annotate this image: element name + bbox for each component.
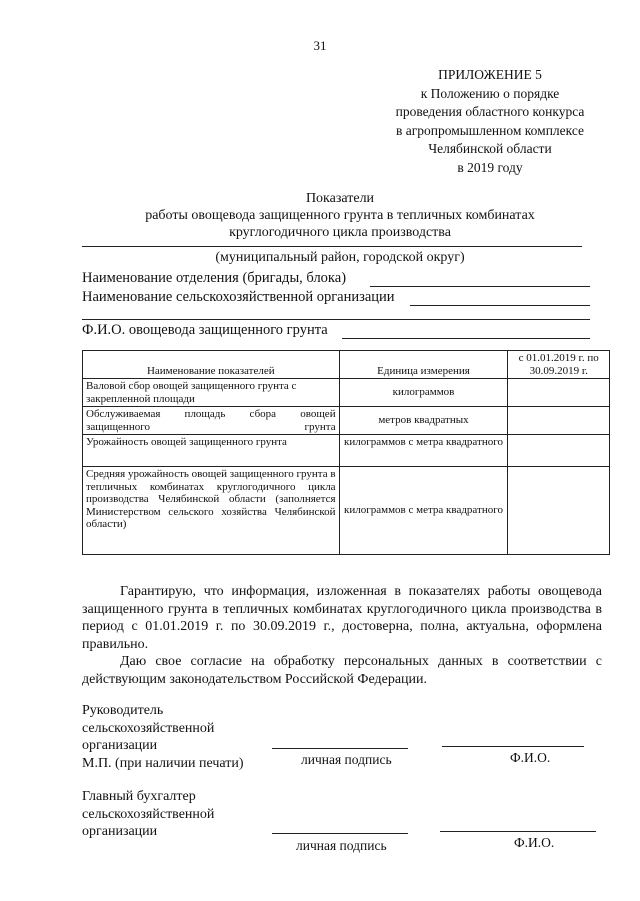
- table-row: [83, 467, 610, 555]
- row-name: Валовой сбор овощей защищенного грунта с закрепленной площади: [83, 379, 340, 407]
- accountant-fio-caption: Ф.И.О.: [514, 835, 555, 850]
- appendix-title: ПРИЛОЖЕНИЕ 5: [438, 67, 542, 82]
- appendix-line: Челябинской области: [428, 141, 552, 156]
- sig-label-line: организации: [82, 738, 158, 753]
- header-period: с 01.01.2019 г. по 30.09.2019 г.: [508, 351, 610, 379]
- row-unit: килограммов: [339, 379, 508, 407]
- row-value[interactable]: [508, 467, 610, 555]
- row-name: Средняя урожайность овощей защищенного грунта в тепличных комбинатах круглогодичного цикла производства Челябинской области (заполняется Министерством сельского хозяйства Челябинской области): [83, 467, 340, 555]
- sig-label-line: сельскохозяйственной: [82, 720, 215, 736]
- document-title: [80, 190, 600, 241]
- organization-line[interactable]: [410, 305, 590, 306]
- table-row: [83, 407, 610, 435]
- district-line[interactable]: [82, 246, 582, 247]
- department-line[interactable]: [370, 286, 590, 287]
- appendix-line: в агропромышленном комплексе: [395, 122, 585, 138]
- extra-line[interactable]: [82, 319, 590, 320]
- table-header-row: [83, 351, 610, 379]
- fio-line[interactable]: [342, 338, 590, 339]
- sig-label-line: организации: [82, 824, 158, 839]
- page-number: 31: [313, 38, 327, 53]
- title-line: круглогодичного цикла производства: [229, 225, 451, 240]
- row-unit: килограммов с метра квадратного: [339, 467, 508, 555]
- appendix-line: проведения областного конкурса: [395, 104, 585, 119]
- accountant-signature-label: [82, 788, 214, 841]
- row-value[interactable]: [508, 407, 610, 435]
- table-row: [83, 435, 610, 467]
- row-value[interactable]: [508, 435, 610, 467]
- head-signature-line[interactable]: [272, 748, 408, 749]
- sig-label-line: сельскохозяйственной: [82, 806, 215, 822]
- accountant-fio-line[interactable]: [440, 831, 596, 832]
- head-fio-caption: Ф.И.О.: [510, 750, 551, 765]
- row-unit: килограммов с метра квадратного: [339, 435, 508, 467]
- row-unit: метров квадратных: [339, 407, 508, 435]
- title-line: Показатели: [305, 191, 375, 206]
- head-fio-line[interactable]: [442, 746, 584, 747]
- head-signature-caption: личная подпись: [301, 752, 392, 767]
- guarantee-paragraph: Гарантирую, что информация, изложенная в показателях работы овощевода защищенного грунта в тепличных комбинатах круглогодичного цикла производства в период с 01.01.2019 г. по 30.09.2019 г., достоверна, полна, актуальна, оформлена правильно.: [82, 584, 602, 652]
- sig-label-line: Руководитель: [82, 703, 164, 718]
- accountant-signature-caption: личная подпись: [296, 838, 387, 853]
- appendix-line: в 2019 году: [457, 159, 523, 175]
- district-caption: (муниципальный район, городской округ): [215, 250, 465, 265]
- sig-label-line: Главный бухгалтер: [82, 789, 196, 804]
- row-value[interactable]: [508, 379, 610, 407]
- row-name: Обслуживаемая площадь сбора овощей защищенного грунта: [83, 407, 340, 435]
- head-signature-label: [82, 702, 244, 772]
- department-label: Наименование отделения (бригады, блока): [82, 270, 347, 286]
- header-name: Наименование показателей: [83, 351, 340, 379]
- fio-label: Ф.И.О. овощевода защищенного грунта: [82, 322, 328, 338]
- stamp-label: М.П. (при наличии печати): [82, 755, 244, 771]
- header-unit: Единица измерения: [339, 351, 508, 379]
- appendix-line: к Положению о порядке: [420, 85, 560, 101]
- consent-paragraph: Даю свое согласие на обработку персональных данных в соответствии с действующим законодательством Российской Федерации.: [82, 654, 602, 687]
- organization-label: Наименование сельскохозяйственной организации: [82, 289, 395, 305]
- table-row: [83, 379, 610, 407]
- row-name: Урожайность овощей защищенного грунта: [83, 435, 340, 467]
- indicators-table: [82, 350, 610, 555]
- accountant-signature-line[interactable]: [272, 833, 408, 834]
- appendix-header: [360, 66, 620, 177]
- title-line: работы овощевода защищенного грунта в тепличных комбинатах: [145, 208, 535, 223]
